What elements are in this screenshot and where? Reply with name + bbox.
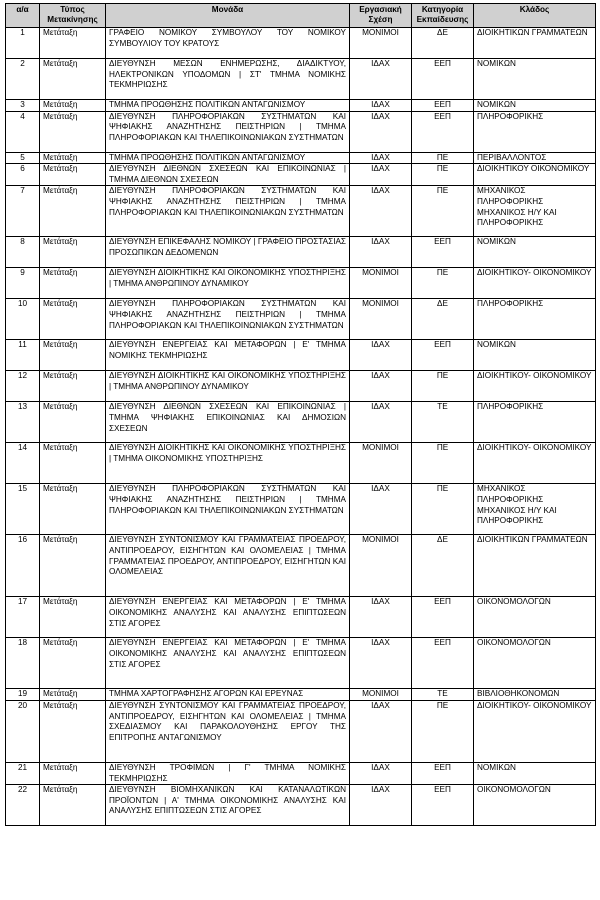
cell-relation: ΙΔΑΧ (350, 186, 412, 237)
cell-aa: 18 (6, 638, 40, 689)
cell-relation: ΙΔΑΧ (350, 638, 412, 689)
cell-relation: ΙΔΑΧ (350, 152, 412, 164)
cell-category: ΠΕ (412, 484, 474, 535)
cell-aa: 7 (6, 186, 40, 237)
cell-unit: ΔΙΕΥΘΥΝΣΗ ΕΝΕΡΓΕΙΑΣ ΚΑΙ ΜΕΤΑΦΟΡΩΝ | Ε' ΤΜΗΜΑ ΟΙΚΟΝΟΜΙΚΗΣ ΑΝΑΛΥΣΗΣ ΚΑΙ ΑΝΑΛΥΣΗΣ ΕΠΙΠΤΩΣΕΩΝ ΣΤΙΣ ΑΓΟΡΕΣ (106, 638, 350, 689)
cell-relation: ΙΔΑΧ (350, 597, 412, 638)
cell-aa: 10 (6, 299, 40, 340)
cell-category: ΕΕΠ (412, 237, 474, 268)
cell-type: Μετάταξη (40, 689, 106, 701)
cell-branch: ΝΟΜΙΚΩΝ (474, 237, 596, 268)
table-row (6, 638, 596, 689)
cell-relation: ΙΔΑΧ (350, 762, 412, 784)
cell-aa: 22 (6, 785, 40, 826)
cell-unit: ΔΙΕΥΘΥΝΣΗ ΠΛΗΡΟΦΟΡΙΑΚΩΝ ΣΥΣΤΗΜΑΤΩΝ ΚΑΙ ΨΗΦΙΑΚΗΣ ΑΝΑΖΗΤΗΣΗΣ ΠΕΙΣΤΗΡΙΩΝ | ΤΜΗΜΑ ΠΛΗΡΟΦΟΡΙΑΚΩΝ ΚΑΙ ΤΗΛΕΠΙΚΟΙΝΩΝΙΑΚΩΝ ΣΥΣΤΗΜΑΤΩΝ (106, 299, 350, 340)
cell-branch: ΠΛΗΡΟΦΟΡΙΚΗΣ (474, 402, 596, 443)
cell-aa: 12 (6, 371, 40, 402)
header-unit: Μονάδα (106, 4, 350, 28)
cell-branch: ΟΙΚΟΝΟΜΟΛΟΓΩΝ (474, 597, 596, 638)
cell-category: ΕΕΠ (412, 638, 474, 689)
cell-branch: ΔΙΟΙΚΗΤΙΚΟΥ- ΟΙΚΟΝΟΜΙΚΟΥ (474, 443, 596, 484)
cell-type: Μετάταξη (40, 152, 106, 164)
header-relation: Εργασιακή Σχέση (350, 4, 412, 28)
cell-unit: ΔΙΕΥΘΥΝΣΗ ΕΠΙΚΕΦΑΛΗΣ ΝΟΜΙΚΟΥ | ΓΡΑΦΕΙΟ ΠΡΟΣΤΑΣΙΑΣ ΠΡΟΣΩΠΙΚΩΝ ΔΕΔΟΜΕΝΩΝ (106, 237, 350, 268)
cell-branch: ΜΗΧΑΝΙΚΟΣ ΠΛΗΡΟΦΟΡΙΚΗΣ ΜΗΧΑΝΙΚΟΣ Η/Υ ΚΑΙ ΠΛΗΡΟΦΟΡΙΚΗΣ (474, 484, 596, 535)
cell-aa: 2 (6, 59, 40, 100)
cell-type: Μετάταξη (40, 59, 106, 100)
vacancies-table (5, 3, 596, 826)
cell-category: ΕΕΠ (412, 597, 474, 638)
cell-relation: ΙΔΑΧ (350, 484, 412, 535)
table-header-row (6, 4, 596, 28)
cell-unit: ΔΙΕΥΘΥΝΣΗ ΜΕΣΩΝ ΕΝΗΜΕΡΩΣΗΣ, ΔΙΑΔΙΚΤΥΟΥ, ΗΛΕΚΤΡΟΝΙΚΩΝ ΥΠΟΔΟΜΩΝ | ΣΤ' ΤΜΗΜΑ ΝΟΜΙΚΗΣ ΤΕΚΜΗΡΙΩΣΗΣ (106, 59, 350, 100)
cell-category: ΠΕ (412, 186, 474, 237)
header-category: Κατηγορία Εκπαίδευσης (412, 4, 474, 28)
cell-relation: ΜΟΝΙΜΟΙ (350, 535, 412, 597)
cell-unit: ΔΙΕΥΘΥΝΣΗ ΣΥΝΤΟΝΙΣΜΟΥ ΚΑΙ ΓΡΑΜΜΑΤΕΙΑΣ ΠΡΟΕΔΡΟΥ, ΑΝΤΙΠΡΟΕΔΡΟΥ, ΕΙΣΗΓΗΤΩΝ ΚΑΙ ΟΛΟΜΕΛΕΙΑΣ | ΤΜΗΜΑ ΓΡΑΜΜΑΤΕΙΑΣ ΠΡΟΕΔΡΟΥ, ΑΝΤΙΠΡΟΕΔΡΟΥ, ΕΙΣΗΓΗΤΩΝ ΚΑΙ ΟΛΟΜΕΛΕΙΑΣ (106, 535, 350, 597)
table-row (6, 28, 596, 59)
cell-relation: ΙΔΑΧ (350, 100, 412, 112)
cell-unit: ΔΙΕΥΘΥΝΣΗ ΕΝΕΡΓΕΙΑΣ ΚΑΙ ΜΕΤΑΦΟΡΩΝ | Ε' ΤΜΗΜΑ ΟΙΚΟΝΟΜΙΚΗΣ ΑΝΑΛΥΣΗΣ ΚΑΙ ΑΝΑΛΥΣΗΣ ΕΠΙΠΤΩΣΕΩΝ ΣΤΙΣ ΑΓΟΡΕΣ (106, 597, 350, 638)
header-branch: Κλάδος (474, 4, 596, 28)
cell-aa: 4 (6, 111, 40, 152)
cell-unit: ΤΜΗΜΑ ΧΑΡΤΟΓΡΑΦΗΣΗΣ ΑΓΟΡΩΝ ΚΑΙ ΕΡΕΥΝΑΣ (106, 689, 350, 701)
cell-category: ΔΕ (412, 28, 474, 59)
cell-relation: ΜΟΝΙΜΟΙ (350, 689, 412, 701)
table-row (6, 597, 596, 638)
cell-unit: ΔΙΕΥΘΥΝΣΗ ΔΙΕΘΝΩΝ ΣΧΕΣΕΩΝ ΚΑΙ ΕΠΙΚΟΙΝΩΝΙΑΣ | ΤΜΗΜΑ ΨΗΦΙΑΚΗΣ ΕΠΙΚΟΙΝΩΝΙΑΣ ΚΑΙ ΔΗΜΟΣΙΩΝ ΣΧΕΣΕΩΝ (106, 402, 350, 443)
cell-type: Μετάταξη (40, 237, 106, 268)
cell-type: Μετάταξη (40, 268, 106, 299)
cell-relation: ΜΟΝΙΜΟΙ (350, 268, 412, 299)
cell-category: ΕΕΠ (412, 100, 474, 112)
cell-aa: 3 (6, 100, 40, 112)
cell-branch: ΔΙΟΙΚΗΤΙΚΟΥ- ΟΙΚΟΝΟΜΙΚΟΥ (474, 700, 596, 762)
cell-unit: ΓΡΑΦΕΙΟ ΝΟΜΙΚΟΥ ΣΥΜΒΟΥΛΟΥ ΤΟΥ ΝΟΜΙΚΟΥ ΣΥΜΒΟΥΛΙΟΥ ΤΟΥ ΚΡΑΤΟΥΣ (106, 28, 350, 59)
cell-category: ΕΕΠ (412, 59, 474, 100)
cell-unit: ΤΜΗΜΑ ΠΡΟΩΘΗΣΗΣ ΠΟΛΙΤΙΚΩΝ ΑΝΤΑΓΩΝΙΣΜΟΥ (106, 100, 350, 112)
cell-type: Μετάταξη (40, 700, 106, 762)
cell-type: Μετάταξη (40, 762, 106, 784)
cell-relation: ΙΔΑΧ (350, 371, 412, 402)
cell-type: Μετάταξη (40, 638, 106, 689)
cell-branch: ΒΙΒΛΙΟΘΗΚΟΝΟΜΩΝ (474, 689, 596, 701)
cell-type: Μετάταξη (40, 785, 106, 826)
cell-relation: ΙΔΑΧ (350, 340, 412, 371)
cell-type: Μετάταξη (40, 340, 106, 371)
cell-category: ΠΕ (412, 700, 474, 762)
cell-aa: 13 (6, 402, 40, 443)
cell-branch: ΝΟΜΙΚΩΝ (474, 340, 596, 371)
cell-branch: ΟΙΚΟΝΟΜΟΛΟΓΩΝ (474, 638, 596, 689)
cell-branch: ΝΟΜΙΚΩΝ (474, 59, 596, 100)
cell-relation: ΜΟΝΙΜΟΙ (350, 28, 412, 59)
cell-aa: 8 (6, 237, 40, 268)
cell-type: Μετάταξη (40, 402, 106, 443)
cell-branch: ΟΙΚΟΝΟΜΟΛΟΓΩΝ (474, 785, 596, 826)
cell-relation: ΙΔΑΧ (350, 59, 412, 100)
cell-branch: ΔΙΟΙΚΗΤΙΚΩΝ ΓΡΑΜΜΑΤΕΩΝ (474, 28, 596, 59)
cell-aa: 20 (6, 700, 40, 762)
cell-unit: ΔΙΕΥΘΥΝΣΗ ΣΥΝΤΟΝΙΣΜΟΥ ΚΑΙ ΓΡΑΜΜΑΤΕΙΑΣ ΠΡΟΕΔΡΟΥ, ΑΝΤΙΠΡΟΕΔΡΟΥ, ΕΙΣΗΓΗΤΩΝ ΚΑΙ ΟΛΟΜΕΛΕΙΑΣ | ΤΜΗΜΑ ΣΧΕΔΙΑΣΜΟΥ ΚΑΙ ΠΑΡΑΚΟΛΟΥΘΗΣΗΣ ΕΡΓΟΥ ΤΗΣ ΕΠΙΤΡΟΠΗΣ ΑΝΤΑΓΩΝΙΣΜΟΥ (106, 700, 350, 762)
cell-category: ΤΕ (412, 402, 474, 443)
cell-relation: ΜΟΝΙΜΟΙ (350, 443, 412, 484)
cell-aa: 17 (6, 597, 40, 638)
cell-type: Μετάταξη (40, 111, 106, 152)
cell-branch: ΠΛΗΡΟΦΟΡΙΚΗΣ (474, 111, 596, 152)
cell-unit: ΔΙΕΥΘΥΝΣΗ ΠΛΗΡΟΦΟΡΙΑΚΩΝ ΣΥΣΤΗΜΑΤΩΝ ΚΑΙ ΨΗΦΙΑΚΗΣ ΑΝΑΖΗΤΗΣΗΣ ΠΕΙΣΤΗΡΙΩΝ | ΤΜΗΜΑ ΠΛΗΡΟΦΟΡΙΑΚΩΝ ΚΑΙ ΤΗΛΕΠΙΚΟΙΝΩΝΙΑΚΩΝ ΣΥΣΤΗΜΑΤΩΝ (106, 186, 350, 237)
table-row (6, 100, 596, 112)
cell-branch: ΠΛΗΡΟΦΟΡΙΚΗΣ (474, 299, 596, 340)
document-page (5, 3, 595, 826)
cell-category: ΠΕ (412, 443, 474, 484)
table-row (6, 268, 596, 299)
cell-unit: ΤΜΗΜΑ ΠΡΟΩΘΗΣΗΣ ΠΟΛΙΤΙΚΩΝ ΑΝΤΑΓΩΝΙΣΜΟΥ (106, 152, 350, 164)
table-row (6, 164, 596, 186)
table-row (6, 443, 596, 484)
cell-branch: ΔΙΟΙΚΗΤΙΚΟΥ ΟΙΚΟΝΟΜΙΚΟΥ (474, 164, 596, 186)
table-row (6, 237, 596, 268)
cell-branch: ΜΗΧΑΝΙΚΟΣ ΠΛΗΡΟΦΟΡΙΚΗΣ ΜΗΧΑΝΙΚΟΣ Η/Υ ΚΑΙ ΠΛΗΡΟΦΟΡΙΚΗΣ (474, 186, 596, 237)
table-row (6, 152, 596, 164)
table-row (6, 785, 596, 826)
cell-category: ΔΕ (412, 535, 474, 597)
cell-category: ΔΕ (412, 299, 474, 340)
cell-aa: 19 (6, 689, 40, 701)
table-body (6, 28, 596, 826)
cell-category: ΕΕΠ (412, 340, 474, 371)
cell-unit: ΔΙΕΥΘΥΝΣΗ ΔΙΕΘΝΩΝ ΣΧΕΣΕΩΝ ΚΑΙ ΕΠΙΚΟΙΝΩΝΙΑΣ | ΤΜΗΜΑ ΔΙΕΘΝΩΝ ΣΧΕΣΕΩΝ (106, 164, 350, 186)
cell-category: ΠΕ (412, 164, 474, 186)
header-type: Τύπος Μετακίνησης (40, 4, 106, 28)
cell-type: Μετάταξη (40, 443, 106, 484)
table-row (6, 700, 596, 762)
cell-aa: 16 (6, 535, 40, 597)
cell-unit: ΔΙΕΥΘΥΝΣΗ ΠΛΗΡΟΦΟΡΙΑΚΩΝ ΣΥΣΤΗΜΑΤΩΝ ΚΑΙ ΨΗΦΙΑΚΗΣ ΑΝΑΖΗΤΗΣΗΣ ΠΕΙΣΤΗΡΙΩΝ | ΤΜΗΜΑ ΠΛΗΡΟΦΟΡΙΑΚΩΝ ΚΑΙ ΤΗΛΕΠΙΚΟΙΝΩΝΙΑΚΩΝ ΣΥΣΤΗΜΑΤΩΝ (106, 111, 350, 152)
cell-category: ΠΕ (412, 371, 474, 402)
cell-unit: ΔΙΕΥΘΥΝΣΗ ΕΝΕΡΓΕΙΑΣ ΚΑΙ ΜΕΤΑΦΟΡΩΝ | Ε' ΤΜΗΜΑ ΝΟΜΙΚΗΣ ΤΕΚΜΗΡΙΩΣΗΣ (106, 340, 350, 371)
cell-category: ΕΕΠ (412, 762, 474, 784)
header-aa: α/α (6, 4, 40, 28)
cell-branch: ΠΕΡΙΒΑΛΛΟΝΤΟΣ (474, 152, 596, 164)
cell-category: ΠΕ (412, 152, 474, 164)
cell-aa: 14 (6, 443, 40, 484)
cell-type: Μετάταξη (40, 28, 106, 59)
cell-unit: ΔΙΕΥΘΥΝΣΗ ΔΙΟΙΚΗΤΙΚΗΣ ΚΑΙ ΟΙΚΟΝΟΜΙΚΗΣ ΥΠΟΣΤΗΡΙΞΗΣ | ΤΜΗΜΑ ΟΙΚΟΝΟΜΙΚΗΣ ΥΠΟΣΤΗΡΙΞΗΣ (106, 443, 350, 484)
cell-type: Μετάταξη (40, 299, 106, 340)
cell-type: Μετάταξη (40, 100, 106, 112)
table-row (6, 371, 596, 402)
cell-branch: ΝΟΜΙΚΩΝ (474, 762, 596, 784)
cell-branch: ΔΙΟΙΚΗΤΙΚΟΥ- ΟΙΚΟΝΟΜΙΚΟΥ (474, 268, 596, 299)
cell-branch: ΔΙΟΙΚΗΤΙΚΩΝ ΓΡΑΜΜΑΤΕΩΝ (474, 535, 596, 597)
cell-unit: ΔΙΕΥΘΥΝΣΗ ΤΡΟΦΙΜΩΝ | Γ' ΤΜΗΜΑ ΝΟΜΙΚΗΣ ΤΕΚΜΗΡΙΩΣΗΣ (106, 762, 350, 784)
cell-aa: 9 (6, 268, 40, 299)
cell-branch: ΔΙΟΙΚΗΤΙΚΟΥ- ΟΙΚΟΝΟΜΙΚΟΥ (474, 371, 596, 402)
cell-type: Μετάταξη (40, 484, 106, 535)
cell-relation: ΙΔΑΧ (350, 785, 412, 826)
cell-aa: 21 (6, 762, 40, 784)
cell-aa: 6 (6, 164, 40, 186)
cell-relation: ΙΔΑΧ (350, 237, 412, 268)
cell-relation: ΙΔΑΧ (350, 111, 412, 152)
table-row (6, 340, 596, 371)
table-row (6, 402, 596, 443)
cell-type: Μετάταξη (40, 535, 106, 597)
cell-unit: ΔΙΕΥΘΥΝΣΗ ΠΛΗΡΟΦΟΡΙΑΚΩΝ ΣΥΣΤΗΜΑΤΩΝ ΚΑΙ ΨΗΦΙΑΚΗΣ ΑΝΑΖΗΤΗΣΗΣ ΠΕΙΣΤΗΡΙΩΝ | ΤΜΗΜΑ ΠΛΗΡΟΦΟΡΙΑΚΩΝ ΚΑΙ ΤΗΛΕΠΙΚΟΙΝΩΝΙΑΚΩΝ ΣΥΣΤΗΜΑΤΩΝ (106, 484, 350, 535)
cell-aa: 5 (6, 152, 40, 164)
table-row (6, 762, 596, 784)
cell-category: ΕΕΠ (412, 111, 474, 152)
table-row (6, 59, 596, 100)
cell-relation: ΜΟΝΙΜΟΙ (350, 299, 412, 340)
cell-relation: ΙΔΑΧ (350, 164, 412, 186)
cell-unit: ΔΙΕΥΘΥΝΣΗ ΒΙΟΜΗΧΑΝΙΚΩΝ ΚΑΙ ΚΑΤΑΝΑΛΩΤΙΚΩΝ ΠΡΟΪΟΝΤΩΝ | Α' ΤΜΗΜΑ ΟΙΚΟΝΟΜΙΚΗΣ ΑΝΑΛΥΣΗΣ ΚΑΙ ΑΝΑΛΥΣΗΣ ΕΠΙΠΤΩΣΕΩΝ ΣΤΙΣ ΑΓΟΡΕΣ (106, 785, 350, 826)
cell-type: Μετάταξη (40, 164, 106, 186)
cell-aa: 11 (6, 340, 40, 371)
cell-branch: ΝΟΜΙΚΩΝ (474, 100, 596, 112)
cell-aa: 15 (6, 484, 40, 535)
cell-relation: ΙΔΑΧ (350, 700, 412, 762)
table-row (6, 111, 596, 152)
table-row (6, 484, 596, 535)
cell-type: Μετάταξη (40, 371, 106, 402)
table-row (6, 299, 596, 340)
cell-category: ΤΕ (412, 689, 474, 701)
cell-category: ΠΕ (412, 268, 474, 299)
cell-aa: 1 (6, 28, 40, 59)
cell-type: Μετάταξη (40, 186, 106, 237)
table-row (6, 186, 596, 237)
cell-relation: ΙΔΑΧ (350, 402, 412, 443)
table-row (6, 535, 596, 597)
cell-unit: ΔΙΕΥΘΥΝΣΗ ΔΙΟΙΚΗΤΙΚΗΣ ΚΑΙ ΟΙΚΟΝΟΜΙΚΗΣ ΥΠΟΣΤΗΡΙΞΗΣ | ΤΜΗΜΑ ΑΝΘΡΩΠΙΝΟΥ ΔΥΝΑΜΙΚΟΥ (106, 268, 350, 299)
cell-type: Μετάταξη (40, 597, 106, 638)
table-row (6, 689, 596, 701)
cell-category: ΕΕΠ (412, 785, 474, 826)
cell-unit: ΔΙΕΥΘΥΝΣΗ ΔΙΟΙΚΗΤΙΚΗΣ ΚΑΙ ΟΙΚΟΝΟΜΙΚΗΣ ΥΠΟΣΤΗΡΙΞΗΣ | ΤΜΗΜΑ ΑΝΘΡΩΠΙΝΟΥ ΔΥΝΑΜΙΚΟΥ (106, 371, 350, 402)
